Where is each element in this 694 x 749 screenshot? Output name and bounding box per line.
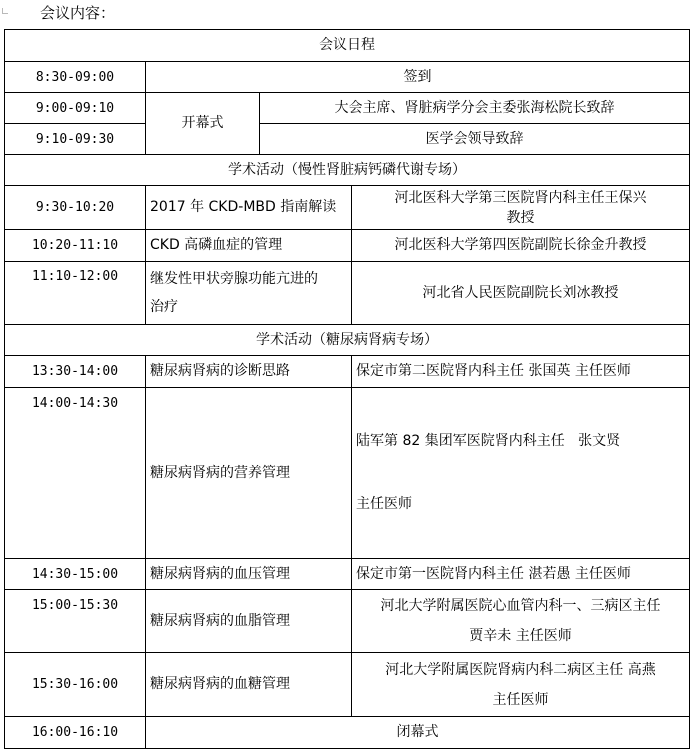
table-row <box>5 356 690 388</box>
topic-cell: CKD 高磷血症的管理 <box>146 230 352 262</box>
opening-ceremony-cell: 开幕式 <box>146 93 260 155</box>
speaker-cell: 大会主席、肾脏病学分会主委张海松院长致辞 <box>260 93 690 124</box>
table-row <box>5 230 690 262</box>
table-row <box>5 388 690 559</box>
section-heading-ckd: 学术活动（慢性肾脏病钙磷代谢专场） <box>5 155 690 186</box>
section-row <box>5 155 690 186</box>
speaker-line: 河北大学附属医院肾病内科二病区主任 高燕 <box>385 661 656 678</box>
closing-ceremony-cell: 闭幕式 <box>146 717 690 749</box>
time-cell: 14:30-15:00 <box>5 559 146 590</box>
section-heading: 会议内容： <box>40 4 116 22</box>
speaker-cell: 河北医科大学第四医院副院长徐金升教授 <box>352 230 690 262</box>
topic-line: 治疗 <box>150 299 178 315</box>
table-row <box>5 93 690 124</box>
speaker-cell: 保定市第二医院肾内科主任 张国英 主任医师 <box>352 356 690 388</box>
table-row <box>5 62 690 93</box>
section-heading-dkd: 学术活动（糖尿病肾病专场） <box>5 325 690 356</box>
speaker-cell <box>352 186 690 230</box>
time-cell: 9:30-10:20 <box>5 186 146 230</box>
time-cell: 10:20-11:10 <box>5 230 146 262</box>
time-cell: 16:00-16:10 <box>5 717 146 749</box>
speaker-cell <box>352 388 690 559</box>
topic-line: 继发性甲状旁腺功能亢进的 <box>150 271 318 287</box>
time-cell: 11:10-12:00 <box>5 262 146 325</box>
speaker-cell <box>352 590 690 653</box>
time-cell: 9:00-09:10 <box>5 93 146 124</box>
speaker-line: 河北大学附属医院心血管内科一、三病区主任 <box>380 598 661 614</box>
speaker-line: 主任医师 <box>356 496 412 512</box>
speaker-cell: 河北省人民医院副院长刘冰教授 <box>352 262 690 325</box>
topic-cell: 2017 年 CKD-MBD 指南解读 <box>146 186 352 230</box>
topic-cell: 糖尿病肾病的营养管理 <box>146 388 352 559</box>
speaker-line: 河北医科大学第三医院肾内科主任王保兴 <box>394 189 647 206</box>
time-cell: 14:00-14:30 <box>5 388 146 559</box>
speaker-line: 主任医师 <box>492 691 549 708</box>
agenda-table <box>4 29 690 749</box>
table-title: 会议日程 <box>5 30 690 62</box>
section-row <box>5 325 690 356</box>
speaker-line: 教授 <box>506 209 535 226</box>
topic-cell: 糖尿病肾病的诊断思路 <box>146 356 352 388</box>
table-row <box>5 559 690 590</box>
time-cell: 8:30-09:00 <box>5 62 146 93</box>
table-row <box>5 590 690 653</box>
speaker-cell: 医学会领导致辞 <box>260 124 690 155</box>
speaker-cell: 保定市第一医院肾内科主任 湛若愚 主任医师 <box>352 559 690 590</box>
table-row <box>5 124 690 155</box>
topic-cell: 糖尿病肾病的血脂管理 <box>146 590 352 653</box>
table-title-row <box>5 30 690 62</box>
time-cell: 13:30-14:00 <box>5 356 146 388</box>
speaker-cell <box>352 653 690 717</box>
time-cell: 15:00-15:30 <box>5 590 146 653</box>
checkin-cell: 签到 <box>146 62 690 93</box>
topic-cell <box>146 262 352 325</box>
time-cell: 9:10-09:30 <box>5 124 146 155</box>
table-row <box>5 653 690 717</box>
table-row <box>5 717 690 749</box>
topic-cell: 糖尿病肾病的血压管理 <box>146 559 352 590</box>
topic-cell: 糖尿病肾病的血糖管理 <box>146 653 352 717</box>
table-row <box>5 262 690 325</box>
speaker-line: 贾辛未 主任医师 <box>469 628 572 644</box>
speaker-line: 陆军第 82 集团军医院肾内科主任 张文贤 <box>356 433 621 449</box>
paragraph-corner-mark <box>2 8 8 14</box>
time-cell: 15:30-16:00 <box>5 653 146 717</box>
table-row <box>5 186 690 230</box>
